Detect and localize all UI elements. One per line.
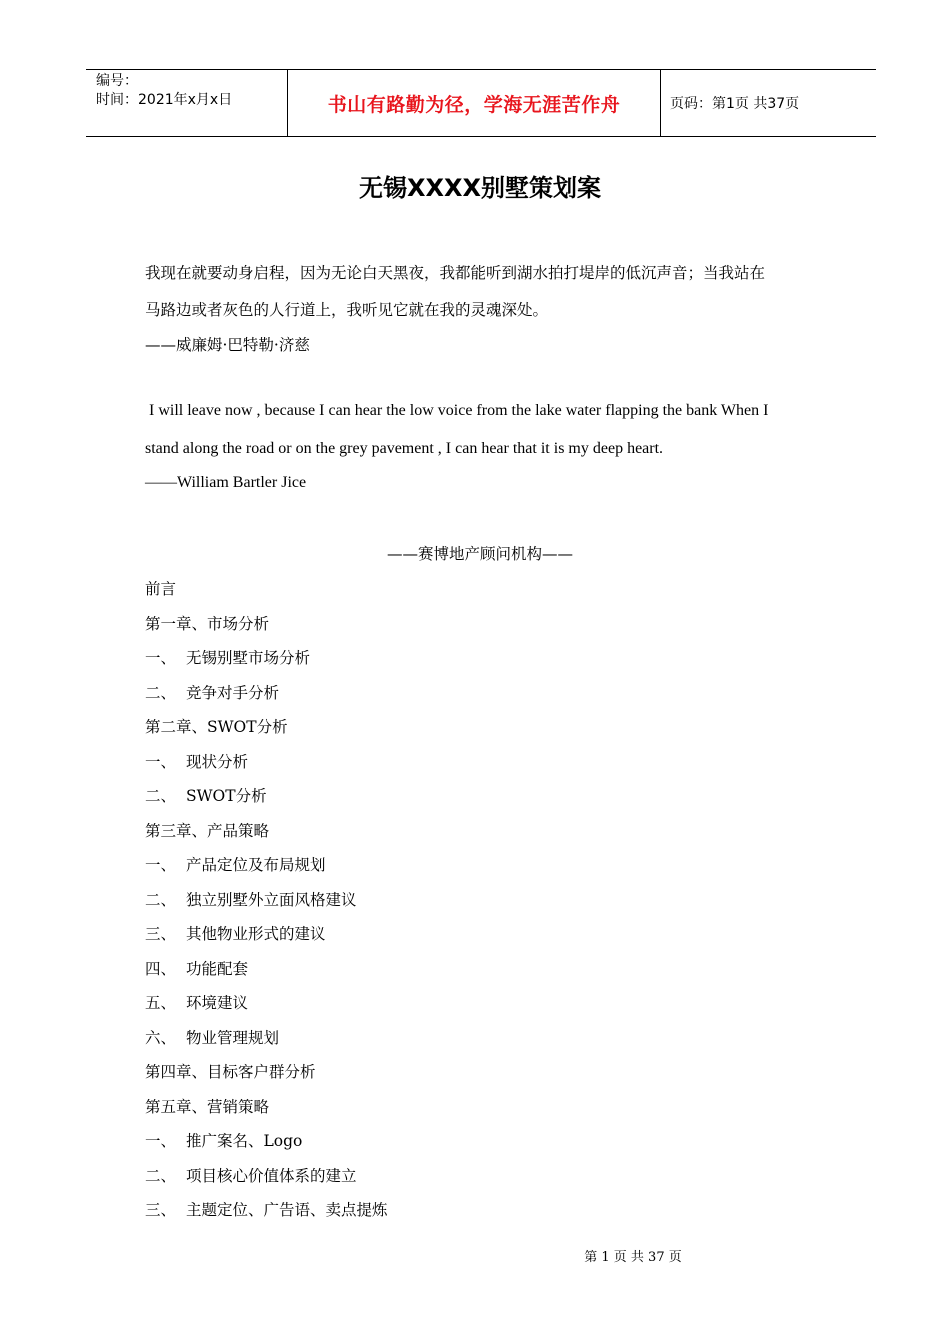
header-bottom-rule xyxy=(86,136,876,137)
toc-item-text: 推广案名、Logo xyxy=(186,1132,303,1150)
toc-item-number: 六、 xyxy=(145,1028,177,1047)
header-divider-right xyxy=(660,69,661,136)
toc-item-number: 一、 xyxy=(145,1132,177,1150)
toc-item xyxy=(145,1061,388,1096)
toc-item-number: 一、 xyxy=(145,649,177,667)
toc-item-number: 二、 xyxy=(145,890,177,909)
quote-en-line-1: I will leave now , because I can hear the low voice from the lake water flapping the bank When I xyxy=(145,402,769,419)
table-of-contents xyxy=(145,578,388,1234)
toc-item-text: 竞争对手分析 xyxy=(186,683,280,702)
toc-item-text: 主题定位、广告语、卖点提炼 xyxy=(186,1201,388,1219)
toc-item xyxy=(145,1096,388,1131)
toc-item-text: 第三章、产品策略 xyxy=(145,821,270,840)
toc-item xyxy=(145,1027,388,1062)
page-footer: 第 1 页 共 37 页 xyxy=(584,1250,682,1265)
toc-item xyxy=(145,854,388,889)
organization-name: ——赛博地产顾问机构—— xyxy=(386,545,573,563)
toc-item-number: 二、 xyxy=(145,787,177,805)
toc-item-text: 现状分析 xyxy=(186,752,249,771)
toc-item-number: 一、 xyxy=(145,856,177,874)
toc-item-text: 第一章、市场分析 xyxy=(145,614,270,633)
quote-en-author: ——William Bartler Jice xyxy=(145,474,307,491)
header-top-rule xyxy=(86,69,876,70)
toc-item xyxy=(145,578,388,613)
toc-item xyxy=(145,647,388,682)
toc-item xyxy=(145,1165,388,1200)
toc-item xyxy=(145,1130,388,1165)
quote-cn-author: ——威廉姆·巴特勒·济慈 xyxy=(145,336,310,354)
toc-item xyxy=(145,958,388,993)
toc-item xyxy=(145,751,388,786)
header-page-info: 页码：第1页 共37页 xyxy=(670,96,800,112)
header-meta xyxy=(96,72,232,110)
quote-en-line-2: stand along the road or on the grey pavement , I can hear that it is my deep heart. xyxy=(145,440,664,457)
toc-item xyxy=(145,716,388,751)
toc-item xyxy=(145,820,388,855)
toc-item xyxy=(145,1199,388,1234)
toc-item-number: 二、 xyxy=(145,683,177,702)
toc-item xyxy=(145,992,388,1027)
toc-item-text: 前言 xyxy=(145,580,177,598)
toc-item-number: 五、 xyxy=(145,994,177,1012)
toc-item xyxy=(145,785,388,820)
toc-item-text: 独立别墅外立面风格建议 xyxy=(186,890,357,909)
toc-item-text: 无锡别墅市场分析 xyxy=(186,649,311,667)
header-number-label: 编号： xyxy=(96,73,138,89)
toc-item-text: 产品定位及布局规划 xyxy=(186,856,326,874)
toc-item-text: 环境建议 xyxy=(186,994,249,1012)
quote-cn-line-1: 我现在就要动身启程，因为无论白天黑夜，我都能听到湖水拍打堤岸的低沉声音；当我站在 xyxy=(145,264,766,282)
toc-item-text: 第四章、目标客户群分析 xyxy=(145,1063,316,1081)
quote-cn-line-2: 马路边或者灰色的人行道上，我听见它就在我的灵魂深处。 xyxy=(145,301,549,319)
toc-item xyxy=(145,613,388,648)
toc-item-text: 功能配套 xyxy=(186,959,249,978)
toc-item-text: SWOT分析 xyxy=(186,787,267,805)
toc-item-text: 其他物业形式的建议 xyxy=(186,925,326,943)
document-title: 无锡XXXX别墅策划案 xyxy=(358,174,601,202)
toc-item-number: 三、 xyxy=(145,925,177,943)
header-motto: 书山有路勤为径，学海无涯苦作舟 xyxy=(327,94,621,116)
toc-item xyxy=(145,923,388,958)
toc-item xyxy=(145,682,388,717)
toc-item-text: 物业管理规划 xyxy=(186,1028,280,1047)
toc-item-text: 第二章、SWOT分析 xyxy=(145,718,288,736)
toc-item xyxy=(145,889,388,924)
toc-item-text: 项目核心价值体系的建立 xyxy=(186,1166,357,1185)
toc-item-number: 三、 xyxy=(145,1201,177,1219)
toc-item-number: 一、 xyxy=(145,752,177,771)
toc-item-number: 四、 xyxy=(145,959,177,978)
toc-item-number: 二、 xyxy=(145,1166,177,1185)
header-date-label: 时间：2021年x月x日 xyxy=(96,92,233,108)
toc-item-text: 第五章、营销策略 xyxy=(145,1097,270,1116)
